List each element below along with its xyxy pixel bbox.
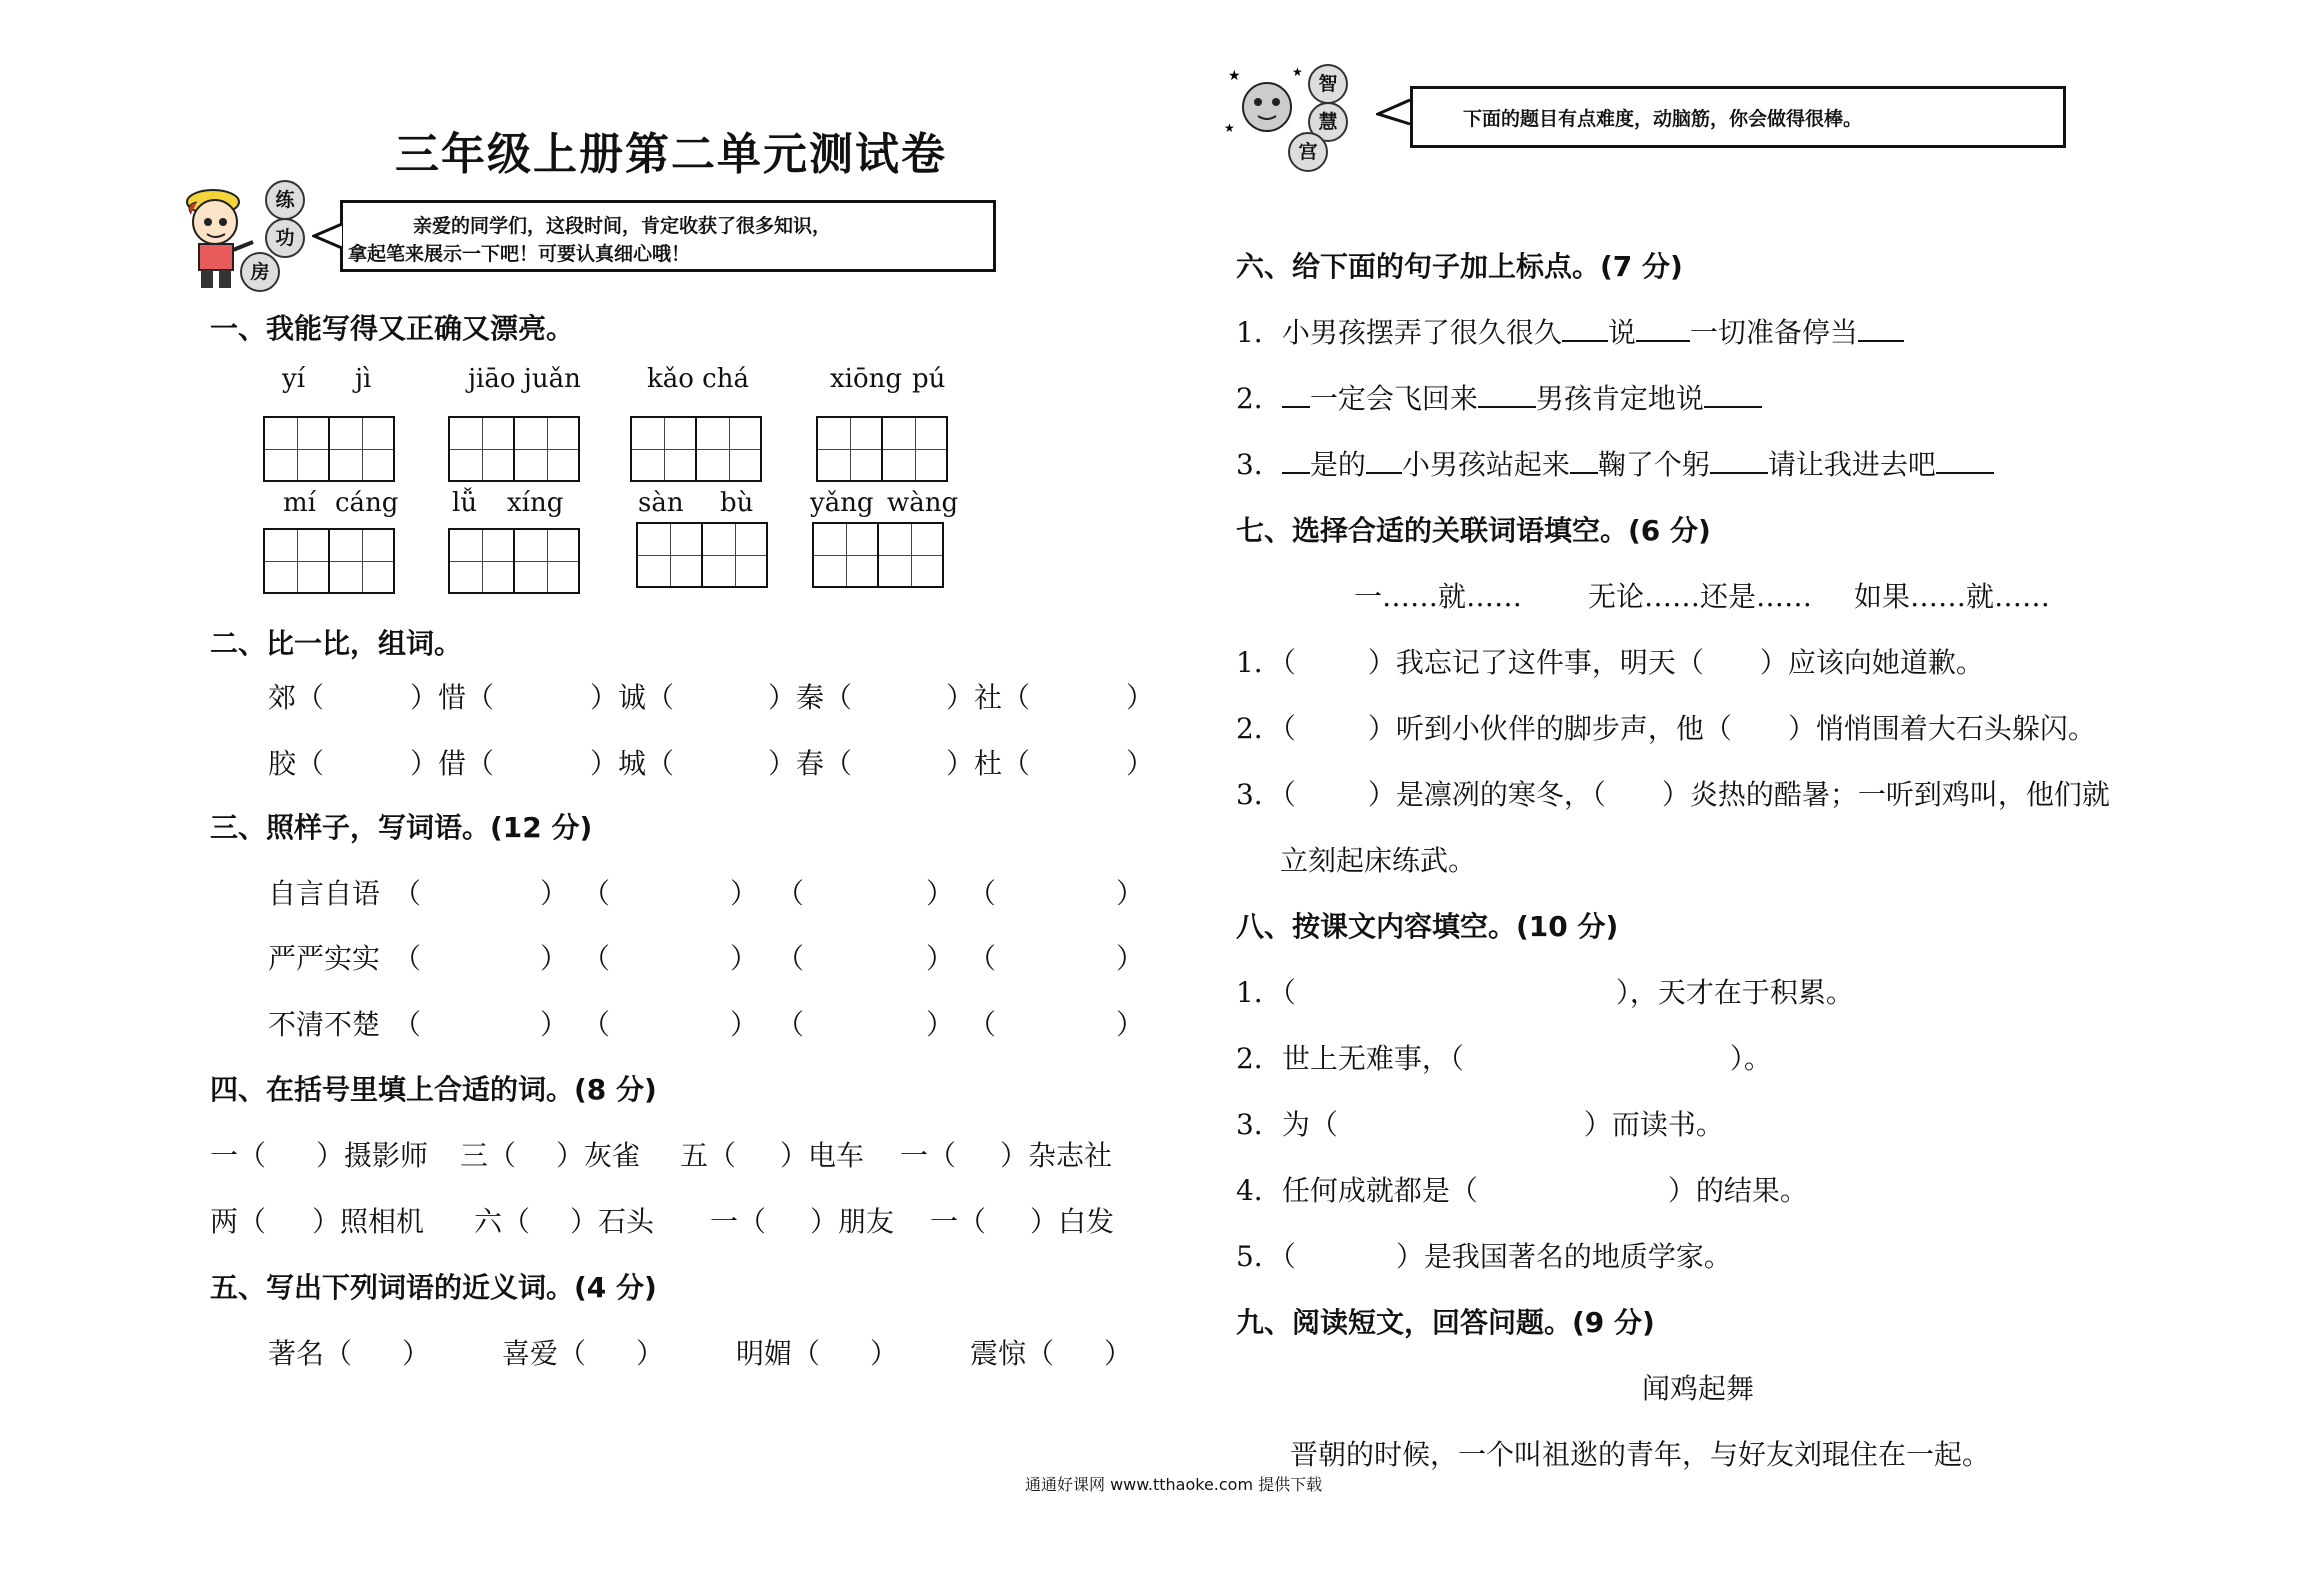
badge-fang: 房 [240,252,280,292]
pinyin: cáng [335,488,399,518]
intro-bubble [340,200,996,272]
pinyin: bù [720,488,754,518]
pinyin: jiāo juǎn [468,364,581,394]
bubble-tail-icon [1376,98,1412,128]
fill-q5: 5．（ ）是我国著名的地质学家。 [1236,1240,1732,1273]
section-5-heading: 五、写出下列词语的近义词。(4 分) [210,1271,657,1304]
intro-line-2: 拿起笔来展示一下吧！可要认真细心哦！ [348,243,691,265]
svg-text:★: ★ [1228,68,1241,84]
fill-q1: 1．（ ），天才在于积累。 [1236,976,1854,1009]
pattern-example: 自言自语 [268,877,381,910]
compare-item: ）借（ [410,747,495,780]
hint-text: 下面的题目有点难度，动脑筋，你会做得很棒。 [1463,108,1863,130]
pinyin: lǚ [452,488,478,518]
conjunction-option: 如果……就…… [1854,580,2051,613]
svg-text:★: ★ [1292,65,1303,79]
measure-word-item: 一（ ）白发 [930,1205,1115,1238]
synonym-item: 震惊（ ） [970,1337,1133,1370]
compare-item: ）惜（ [410,681,495,714]
pinyin: pú [912,364,946,394]
svg-text:★: ★ [1224,121,1235,135]
compare-item: ）诚（ [590,681,675,714]
section-1-heading: 一、我能写得又正确又漂亮。 [210,312,575,345]
section-7-heading: 七、选择合适的关联词语填空。(6 分) [1236,514,1711,547]
fill-q4: 4．任何成就都是（ ）的结果。 [1236,1174,1808,1207]
page-title: 三年级上册第二单元测试卷 [395,129,947,180]
footer-credit: 通通好课网 www.tthaoke.com 提供下载 [1025,1475,1323,1494]
synonym-item: 喜爱（ ） [502,1337,665,1370]
measure-word-item: 两（ ）照相机 [210,1205,425,1238]
writing-grid[interactable] [816,416,948,482]
compare-item: 郊（ [268,681,325,714]
fill-q2: 2．世上无难事，（ ）。 [1236,1042,1772,1075]
compare-item: ） [1126,747,1155,780]
measure-word-item: 一（ ）朋友 [710,1205,895,1238]
conjunction-q2: 2．（ ）听到小伙伴的脚步声，他（ ）悄悄围着大石头躲闪。 [1236,712,2096,745]
section-3-heading: 三、照样子，写词语。(12 分) [210,811,593,844]
writing-grid[interactable] [630,416,762,482]
pinyin: mí [283,488,316,518]
conjunction-q3-continued: 立刻起床练武。 [1280,844,1477,877]
measure-word-item: 三（ ）灰雀 [460,1139,641,1172]
measure-word-item: 六（ ）石头 [474,1205,655,1238]
conjunction-q3: 3．（ ）是凛冽的寒冬，（ ）炎热的酷暑；一听到鸡叫，他们就 [1236,778,2110,811]
badge-hui: 慧 [1308,102,1348,142]
pinyin: yí [282,364,306,394]
conjunction-q1: 1．（ ）我忘记了这件事，明天（ ）应该向她道歉。 [1236,646,1984,679]
intro-line-1: 亲爱的同学们，这段时间，肯定收获了很多知识， [413,215,832,237]
pinyin: yǎng [810,488,874,518]
writing-grid[interactable] [263,528,395,594]
compare-item: ）春（ [768,747,853,780]
pinyin: jì [355,364,372,394]
section-2-heading: 二、比一比，组词。 [210,627,463,660]
story-title: 闻鸡起舞 [1642,1372,1755,1405]
punctuation-q2: 2． 一定会飞回来 男孩肯定地说 [1236,377,1762,417]
compare-item: ）秦（ [768,681,853,714]
pinyin: xíng [507,488,564,518]
badge-gong: 功 [265,218,305,258]
hint-bubble [1410,86,2066,148]
compare-item: 胶（ [268,747,325,780]
compare-item: ） [1126,681,1155,714]
measure-word-item: 一（ ）摄影师 [210,1139,429,1172]
pattern-example: 严严实实 [268,942,381,975]
punctuation-q1: 1．小男孩摆弄了很久很久 说 一切准备停当 [1236,311,1904,351]
writing-grid[interactable] [636,522,768,588]
writing-grid[interactable] [448,528,580,594]
section-6-heading: 六、给下面的句子加上标点。(7 分) [1236,250,1683,283]
badge-gong2: 宫 [1288,132,1328,172]
pinyin: xiōng [830,364,903,394]
compare-item: ）城（ [590,747,675,780]
bubble-tail-icon [312,222,344,252]
story-text: 晋朝的时候，一个叫祖逖的青年，与好友刘琨住在一起。 [1290,1438,1991,1471]
punctuation-q3: 3． 是的 小男孩站起来 鞠了个躬 请让我进去吧 [1236,443,1994,483]
compare-item: ）社（ [946,681,1031,714]
writing-grid[interactable] [263,416,395,482]
measure-word-item: 一（ ）杂志社 [900,1139,1113,1172]
conjunction-option: 无论……还是…… [1588,580,1813,613]
pinyin: sàn [638,488,684,518]
badge-lian: 练 [265,180,305,220]
writing-grid[interactable] [448,416,580,482]
synonym-item: 明媚（ ） [736,1337,899,1370]
synonym-item: 著名（ ） [268,1337,431,1370]
writing-grid[interactable] [812,522,944,588]
section-8-heading: 八、按课文内容填空。(10 分) [1236,910,1619,943]
conjunction-option: 一……就…… [1354,580,1523,613]
badge-zhi: 智 [1308,64,1348,104]
section-4-heading: 四、在括号里填上合适的词。(8 分) [210,1073,657,1106]
pinyin: wàng [887,488,959,518]
fill-q3: 3．为（ ）而读书。 [1236,1108,1724,1141]
measure-word-item: 五（ ）电车 [680,1139,865,1172]
section-9-heading: 九、阅读短文，回答问题。(9 分) [1236,1306,1655,1339]
pinyin: kǎo chá [647,364,749,394]
pattern-example: 不清不楚 [268,1008,381,1041]
compare-item: ）杜（ [946,747,1031,780]
